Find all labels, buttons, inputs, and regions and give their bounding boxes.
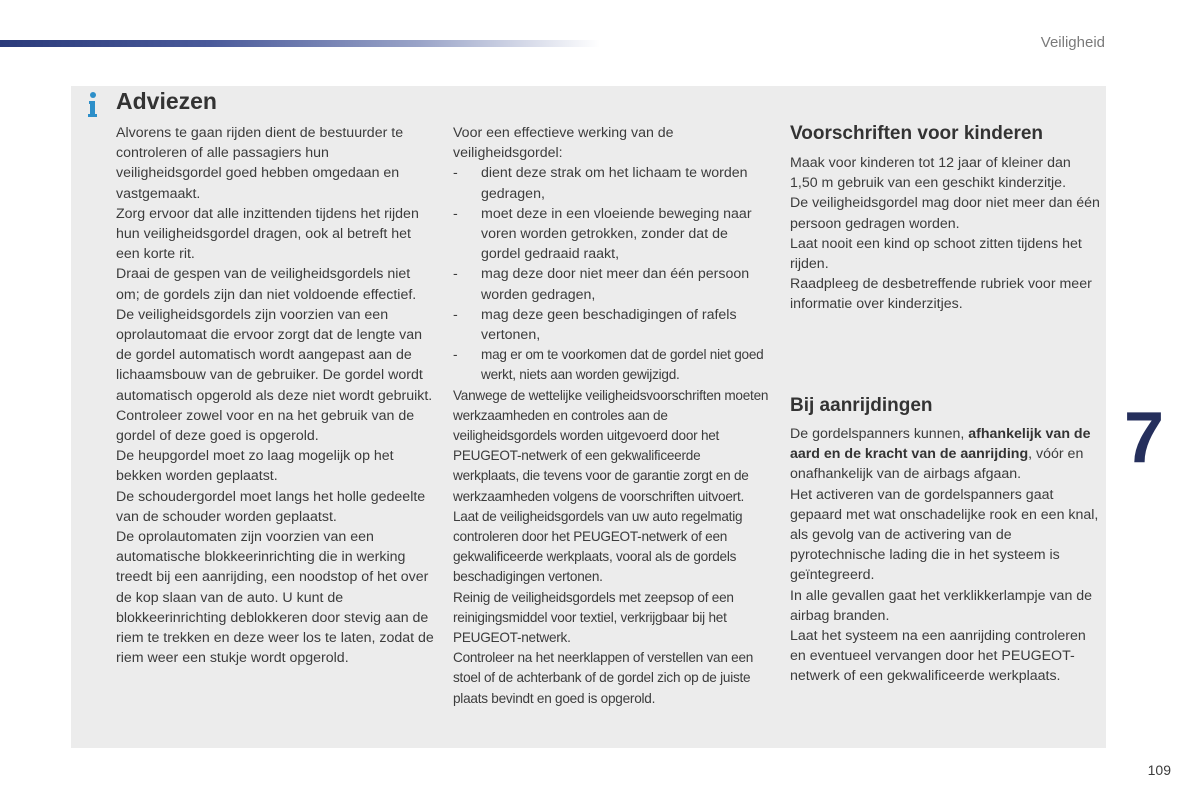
chapter-number: 7 xyxy=(1124,398,1165,478)
list-item: - dient deze strak om het lichaam te worden gedragen, xyxy=(453,165,748,202)
paragraph: Laat het systeem na een aanrijding controleren en eventueel vervangen door het PEUGEOT-netwerk of een gekwalificeerde werkplaats. xyxy=(790,628,1086,685)
page-number: 109 xyxy=(1147,762,1171,778)
list-item: - moet deze in een vloeiende beweging naar voren worden getrokken, zonder dat de gordel gedraaid raakt, xyxy=(453,205,752,263)
paragraph: Het activeren van de gordelspanners gaat gepaard met wat onschadelijke rook en een knal, als gevolg van de activering van de pyrotechnische lading die in het systeem is geïntegreerd. xyxy=(790,486,1099,584)
paragraph: De heupgordel moet zo laag mogelijk op het bekken worden geplaatst. xyxy=(116,448,394,485)
dash-bullet: - xyxy=(453,205,458,222)
info-icon xyxy=(86,91,100,119)
paragraph: De schoudergordel moet langs het holle gedeelte van de schouder worden geplaatst. xyxy=(116,488,426,525)
paragraph: Laat nooit een kind op schoot zitten tijdens het rijden. xyxy=(790,235,1082,273)
paragraph: Alvorens te gaan rijden dient de bestuurder te controleren of alle passagiers hun veiligheidsgordel goed hebben omgedaan en vastgemaakt. xyxy=(116,125,404,202)
paragraph: De oprolautomaten zijn voorzien van een automatische blokkeerinrichting die in werking treedt bij een aanrijding, een noodstop of het over de kop slaan van de auto. U kunt de blokkeerinrichting deblokkeren door stevig aan de riem te trekken en deze weer los te laten, zodat de riem weer een stukje wordt opgerold. xyxy=(116,529,434,667)
advice-column-1 xyxy=(116,123,436,668)
dash-bullet: - xyxy=(453,165,458,182)
paragraph: Controleer na het neerklappen of verstellen van een stoel of de achterbank of de gordel zich op de juiste plaats bevindt en goed is opgerold. xyxy=(453,650,754,706)
paragraph: Vanwege de wettelijke veiligheidsvoorschriften moeten werkzaamheden en controles aan de veiligheidsgordels worden uitgevoerd door het PEUGEOT-netwerk of een gekwalificeerde werkplaats, die tevens voor de garantie zorgt en de werkzaamheden volgens de voorschriften uitvoert. xyxy=(453,387,769,504)
page-title: Adviezen xyxy=(116,88,217,114)
paragraph: Reinig de veiligheidsgordels met zeepsop of een reinigingsmiddel voor textiel, verkrijgbaar bij het PEUGEOT-netwerk. xyxy=(453,589,734,646)
children-heading: Voorschriften voor kinderen xyxy=(790,123,1044,144)
section-title: Veiligheid xyxy=(1040,34,1105,51)
list-intro: Voor een effectieve werking van de veiligheidsgordel: xyxy=(453,125,674,162)
paragraph: De veiligheidsgordels zijn voorzien van een oprolautomaat die ervoor zorgt dat de lengte van de gordel automatisch wordt aangepast aan de lichaamsbouw van de gebruiker. De gordel wordt automatisch opgerold als deze niet wordt gebruikt. xyxy=(116,306,433,404)
emphasis-text: afhankelijk van de aard en de kracht van de aanrijding xyxy=(790,426,1091,463)
paragraph: Controleer zowel voor en na het gebruik van de gordel of deze goed is opgerold. xyxy=(116,407,415,445)
paragraph: Draai de gespen van de veiligheidsgordels niet om; de gordels zijn dan niet voldoende effectief. xyxy=(116,266,417,303)
list-item: - mag deze door niet meer dan één persoon worden gedragen, xyxy=(453,266,750,303)
advice-column-2 xyxy=(453,123,769,709)
collisions-heading: Bij aanrijdingen xyxy=(790,395,933,416)
paragraph: De veiligheidsgordel mag door niet meer dan één persoon gedragen worden. xyxy=(790,195,1100,232)
header-gradient-bar xyxy=(0,40,600,47)
list-item: - mag deze geen beschadigingen of rafels vertonen, xyxy=(453,306,737,344)
list-item: - mag er om te voorkomen dat de gordel niet goed werkt, niets aan worden gewijzigd. xyxy=(453,347,764,383)
paragraph: Zorg ervoor dat alle inzittenden tijdens het rijden hun veiligheidsgordel dragen, ook al betreft het een korte rit. xyxy=(116,205,419,263)
children-section xyxy=(790,153,1102,315)
dash-bullet: - xyxy=(453,306,458,323)
dash-bullet: - xyxy=(453,266,458,283)
paragraph: Laat de veiligheidsgordels van uw auto regelmatig controleren door het PEUGEOT-netwerk of een gekwalificeerde werkplaats, vooral als de gordels beschadigingen vertonen. xyxy=(453,508,743,585)
collisions-section xyxy=(790,424,1102,687)
paragraph: Raadpleeg de desbetreffende rubriek voor meer informatie over kinderzitjes. xyxy=(790,276,1092,313)
requirements-list xyxy=(453,163,769,385)
maintenance-notes xyxy=(453,386,769,709)
paragraph: Maak voor kinderen tot 12 jaar of kleiner dan 1,50 m gebruik van een geschikt kinderzitje. xyxy=(790,155,1071,192)
paragraph: In alle gevallen gaat het verklikkerlampje van de airbag branden. xyxy=(790,587,1093,624)
paragraph: De gordelspanners kunnen, afhankelijk van de aard en de kracht van de aanrijding, vóór en onafhankelijk van de airbags afgaan. xyxy=(790,426,1091,483)
dash-bullet: - xyxy=(453,347,458,363)
